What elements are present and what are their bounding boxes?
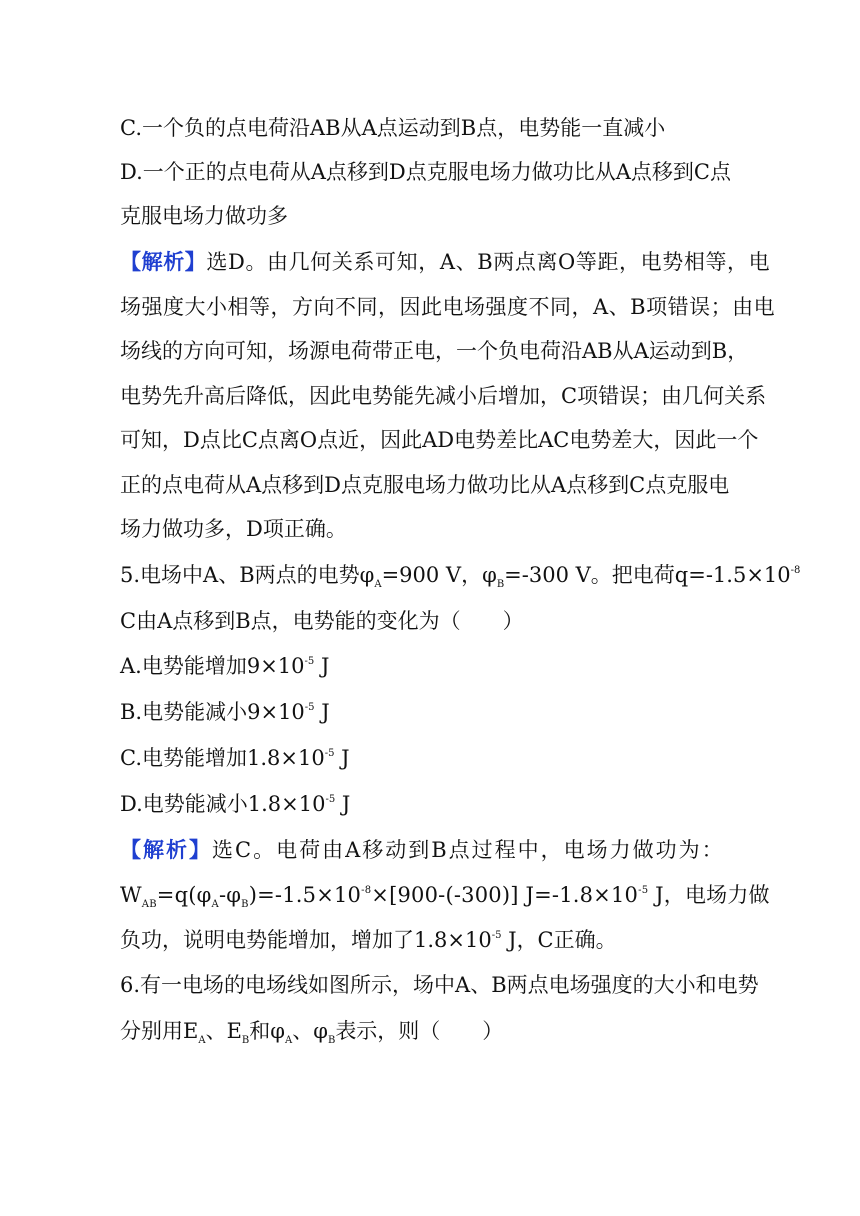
q5-text-a: 5.电场中A、B两点的电势φ	[120, 563, 375, 587]
q5-option-d-text: D.电势能减小1.8×10	[120, 792, 326, 816]
q6-sub-phia: A	[285, 1035, 293, 1046]
analysis2-text2d: ×[900-(-300)] J=-1.8×10	[371, 883, 639, 907]
q5-option-c-exp: -5	[324, 748, 335, 759]
analysis2-exp2: -5	[638, 885, 649, 896]
q5-option-c	[120, 743, 740, 773]
q5-option-d-unit: J	[335, 792, 351, 816]
work-sub-ab: AB	[141, 899, 157, 910]
analysis2-tag: 【解析】	[120, 837, 212, 862]
analysis2-text2a: =q(φ	[156, 883, 212, 907]
q5-text-c: =-300 V。把电荷q=-1.5×10	[504, 563, 791, 587]
option-d-prev-line2: 克服电场力做功多	[120, 204, 288, 228]
q6-sub-eb: B	[241, 1035, 250, 1046]
q6-text-e: 表示，则（ ）	[335, 1019, 504, 1043]
analysis2-text3b: J，C正确。	[501, 928, 617, 952]
analysis1-line3: 场线的方向可知，场源电荷带正电，一个负电荷沿AB从A运动到B，	[120, 339, 749, 363]
q5-option-c-text: C.电势能增加1.8×10	[120, 746, 325, 770]
q5-sub-a: A	[374, 579, 382, 590]
question6-line2	[120, 1016, 740, 1046]
analysis2-line1	[120, 835, 740, 865]
q6-text-d: 、φ	[292, 1019, 328, 1043]
q5-option-c-unit: J	[334, 746, 350, 770]
analysis1-line1	[120, 247, 771, 277]
q6-text-a: 分别用E	[120, 1019, 199, 1043]
analysis1-line5: 可知，D点比C点离O点近，因此AD电势差比AC电势差大，因此一个	[120, 428, 759, 452]
option-c-prev: C.一个负的点电荷沿AB从A点运动到B点，电势能一直减小	[120, 116, 666, 140]
analysis1-line6: 正的点电荷从A点移到D点克服电场力做功比从A点移到C点克服电	[120, 473, 730, 497]
analysis2-text2e: J，电场力做	[648, 883, 770, 907]
q5-exp: -8	[790, 565, 801, 576]
q5-option-b-unit: J	[314, 700, 330, 724]
q5-option-d-exp: -5	[325, 794, 336, 805]
q5-sub-b: B	[496, 579, 505, 590]
analysis2-exp1: -8	[361, 885, 372, 896]
analysis2-text2c: )=-1.5×10	[248, 883, 362, 907]
analysis2-text2b: -φ	[218, 883, 242, 907]
q5-option-b-exp: -5	[304, 702, 315, 713]
analysis2-sub-a: A	[211, 899, 219, 910]
analysis2-line2	[120, 880, 770, 910]
question6-line1: 6.有一电场的电场线如图所示，场中A、B两点电场强度的大小和电势	[120, 973, 759, 997]
analysis1-text1: 选D。由几何关系可知，A、B两点离O等距，电势相等，电	[206, 250, 771, 274]
q6-sub-phib: B	[327, 1035, 336, 1046]
analysis2-line3	[120, 925, 740, 955]
option-d-prev-line1: D.一个正的点电荷从A点移到D点克服电场力做功比从A点移到C点	[120, 160, 731, 184]
q6-text-c: 和φ	[249, 1019, 285, 1043]
q5-option-d	[120, 789, 740, 819]
q5-option-a-text: A.电势能增加9×10	[120, 654, 305, 678]
work-symbol: W	[120, 883, 142, 907]
analysis2-sub-b: B	[241, 899, 249, 910]
analysis1-line7: 场力做功多，D项正确。	[120, 517, 347, 541]
analysis-tag: 【解析】	[120, 249, 207, 274]
question5-stem-line1	[120, 560, 801, 590]
analysis1-line2: 场强度大小相等，方向不同，因此电场强度不同，A、B项错误；由电	[120, 295, 776, 319]
q5-option-b	[120, 697, 740, 727]
q5-text-b: =900 V，φ	[381, 563, 497, 587]
analysis2-text3a: 负功，说明电势能增加，增加了1.8×10	[120, 928, 492, 952]
q6-text-b: 、E	[205, 1019, 242, 1043]
q5-option-a	[120, 651, 740, 681]
analysis1-line4: 电势先升高后降低，因此电势能先减小后增加，C项错误；由几何关系	[120, 384, 767, 408]
q5-option-b-text: B.电势能减小9×10	[120, 700, 305, 724]
question5-stem-line2: C由A点移到B点，电势能的变化为（ ）	[120, 609, 524, 633]
q5-option-a-exp: -5	[304, 656, 315, 667]
q6-sub-ea: A	[198, 1035, 206, 1046]
q5-option-a-unit: J	[314, 654, 330, 678]
analysis2-exp3: -5	[491, 930, 502, 941]
analysis2-text1: 选C。电荷由A移动到B点过程中，电场力做功为：	[212, 838, 725, 862]
